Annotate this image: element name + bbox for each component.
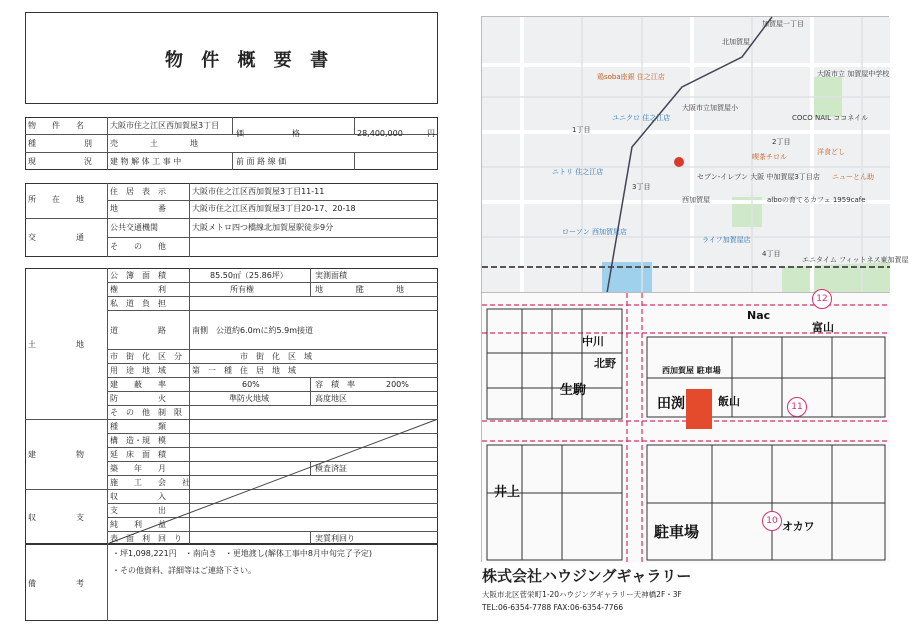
type-value: 売 土 地: [110, 139, 198, 148]
company-name: 株式会社ハウジングギャラリー: [482, 567, 692, 585]
zone-label-parking-b: 駐車場: [654, 523, 700, 541]
map-label-albo: alboの育てるカフェ 1959cafe: [767, 196, 866, 204]
road-price-label: 前 面 路 線 価: [236, 157, 287, 166]
map-label-nitori: ニトリ 住之江店: [552, 168, 604, 176]
map-label-nyu: ニューとん助: [832, 173, 874, 181]
zoning-map[interactable]: [481, 292, 889, 562]
zone-label-nac: Nac: [747, 309, 771, 322]
block-badge-11: 11: [787, 397, 807, 417]
company-address: 大阪市北区菅栄町1-20ハウジングギャラリー天神橋2F・3F: [482, 590, 682, 599]
map-label-anytime: エニタイム フィットネス東加賀屋: [802, 256, 909, 264]
zone-label-tomiyama: 富山: [812, 321, 834, 334]
inspect-label: 検査済証: [315, 464, 347, 473]
transit-value: 大阪メトロ四つ橋線北加賀屋駅徒歩9分: [192, 223, 334, 232]
name-label: 物 件 名: [28, 121, 84, 130]
zone-value: 第 一 種 住 居 地 域: [192, 366, 296, 375]
urban-label: 市 街 化 区 分: [110, 352, 182, 361]
status-label: 現 況: [28, 157, 92, 166]
note-line-2: ・その他資料、詳細等はご連絡下さい。: [112, 566, 256, 575]
height-label: 高度地区: [315, 394, 347, 403]
note-line-1: ・坪1,098,221円 ・南向き ・更地渡し(解体工事中8月中旬完了予定): [112, 549, 373, 558]
lot-label: 地 番: [110, 204, 166, 213]
price-value: 28,400,000: [357, 129, 403, 138]
revenue-label: 収 入: [110, 492, 166, 501]
zone-label-parking-a: 西加賀屋 駐車場: [662, 366, 721, 375]
real-yield-label: 実質利回り: [315, 534, 355, 543]
far-value: 200%: [386, 380, 409, 389]
far-label: 容 積 率: [315, 380, 355, 389]
price-unit: 円: [427, 129, 435, 138]
area-value: 85.50㎡（25.86坪）: [210, 271, 288, 280]
zone-label-inoue: 井上: [494, 485, 521, 500]
area-label: 公 簿 面 積: [110, 271, 166, 280]
floor-label: 延 床 面 積: [110, 450, 166, 459]
map-label-chome1: 1丁目: [572, 126, 591, 134]
type-label: 種 別: [28, 139, 92, 148]
map-label-elem: 大阪市立加賀屋小: [682, 104, 738, 112]
zone-label: 用 途 地 域: [110, 366, 166, 375]
zone-label-okawa: オカワ: [782, 520, 815, 533]
traffic-group-label: 交 通: [28, 233, 84, 242]
addr-disp-label: 住 居 表 示: [110, 187, 166, 196]
map-label-nishi-kagaya: 大阪市立 加賀屋中学校: [817, 70, 890, 78]
year-label: 築 年 月: [110, 464, 166, 473]
zone-label-nakagawa: 中川: [582, 335, 604, 348]
zone-label-ikoma: 生駒: [560, 383, 587, 398]
block-badge-12: 12: [812, 289, 832, 309]
right-label: 権 利: [110, 285, 166, 294]
income-group-label: 収 支: [28, 513, 84, 522]
fire-value: 準防火地域: [229, 394, 269, 403]
bcr-label: 建 蔽 率: [110, 380, 166, 389]
bcr-value: 60%: [242, 380, 260, 389]
location-group-label: 所 在 地: [28, 195, 84, 204]
notes-group-label: 備 考: [28, 579, 84, 588]
map-label-life: ライフ加賀屋店: [702, 236, 751, 244]
traffic-other-label: そ の 他: [110, 242, 166, 251]
fire-label: 防 火: [110, 394, 166, 403]
addr-disp-value: 大阪市住之江区西加賀屋3丁目11-11: [192, 187, 325, 196]
yield-label: 表 面 利 回 り: [110, 534, 182, 543]
road-label: 道 路: [110, 326, 166, 335]
map-label-park: 西加賀屋: [682, 196, 710, 204]
category-label: 地 目: [315, 285, 363, 294]
map-label-seven: セブン-イレブン 大阪 中加賀屋3丁目店: [697, 173, 820, 181]
map-label-unicoro: ユニクロ 住之江店: [612, 114, 671, 122]
status-value: 建 物 解 体 工 事 中: [110, 157, 182, 166]
map-label-shichiriki: 喫茶チロル: [752, 153, 787, 161]
map-label-chome4: 4丁目: [762, 250, 781, 258]
kind-label: 種 類: [110, 422, 166, 431]
map-label-yoshoku: 洋食どし: [817, 148, 845, 156]
land-group-label: 土 地: [28, 340, 84, 349]
zone-label-iiyama: 飯山: [718, 395, 740, 408]
urban-value: 市 街 化 区 域: [240, 352, 312, 361]
road-value: 南側 公道約6.0mに約5.9m接道: [192, 326, 314, 335]
struct-label: 構 造・規 模: [110, 436, 166, 445]
category-value: 宅 地: [356, 285, 404, 294]
map-label-kagaya1: 加賀屋一丁目: [762, 20, 804, 28]
block-badge-10: 10: [762, 511, 782, 531]
zone-label-tabuchi: 田渕: [657, 396, 685, 412]
map-label-lawson: ローソン 西加賀屋店: [562, 228, 627, 236]
private-road-label: 私 道 負 担: [110, 299, 166, 308]
builder-label: 施 工 会 社: [110, 478, 190, 487]
map-label-chome3: 3丁目: [632, 183, 651, 191]
street-map[interactable]: [481, 16, 909, 292]
map-label-kitakagaya: 北加賀屋: [722, 38, 750, 46]
actual-area-label: 実測面積: [315, 271, 347, 280]
building-group-label: 建 物: [28, 450, 84, 459]
right-value: 所有権: [230, 285, 254, 294]
restrict-label: そ の 他 制 限: [110, 408, 182, 417]
map-label-soba: 鶏soba座銀 住之江店: [597, 73, 665, 81]
transit-label: 公共交通機関: [110, 223, 158, 232]
price-label: 価 格: [236, 129, 300, 138]
zone-label-kitano: 北野: [594, 357, 616, 370]
net-label: 純 利 益: [110, 520, 166, 529]
lot-value: 大阪市住之江区西加賀屋3丁目20-17、20-18: [192, 204, 356, 213]
map-label-coco: COCO NAIL ココネイル: [792, 114, 869, 122]
map-label-chome2: 2丁目: [772, 138, 791, 146]
page-title: 物 件 概 要 書: [165, 50, 335, 71]
name-value: 大阪市住之江区西加賀屋3丁目: [110, 121, 220, 130]
expense-label: 支 出: [110, 506, 166, 515]
company-phone: TEL:06-6354-7788 FAX:06-6354-7766: [482, 603, 624, 612]
